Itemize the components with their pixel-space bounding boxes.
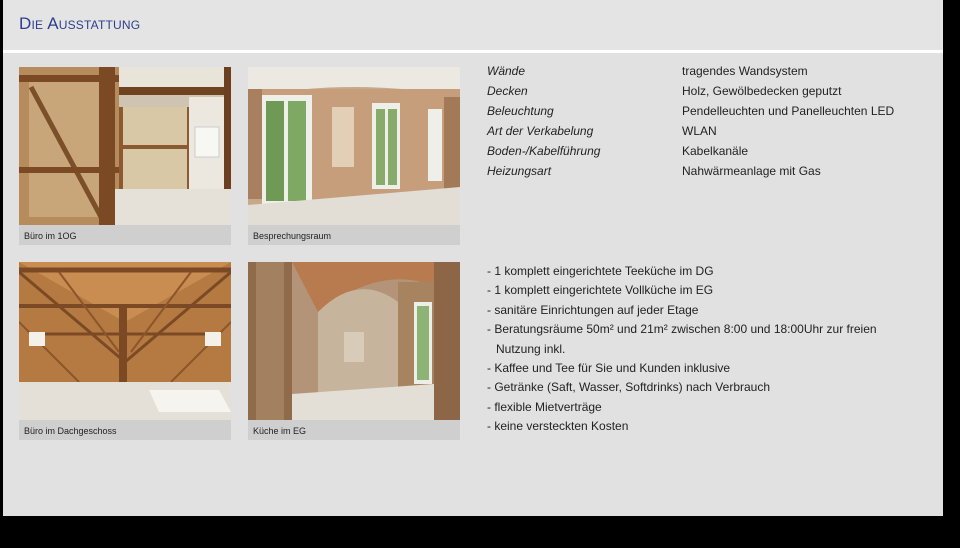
spec-value: WLAN bbox=[682, 124, 717, 138]
photo-caption: Büro im Dachgeschoss bbox=[19, 420, 231, 440]
spec-label: Wände bbox=[487, 64, 526, 78]
spec-value: Pendelleuchten und Panelleuchten LED bbox=[682, 104, 895, 118]
photo-office-1og bbox=[19, 67, 231, 245]
feature-item: - 1 komplett eingerichtete Teeküche im DG bbox=[487, 264, 714, 278]
slide bbox=[3, 0, 943, 516]
office-attic-image bbox=[19, 262, 231, 420]
feature-item: - flexible Mietverträge bbox=[487, 399, 602, 414]
spec-value: Holz, Gewölbedecken geputzt bbox=[682, 84, 842, 98]
feature-item: - Kaffee und Tee für Sie und Kunden inklusive bbox=[487, 361, 731, 376]
spec-row-ceilings bbox=[487, 84, 927, 104]
feature-list bbox=[487, 262, 917, 437]
spec-label: Decken bbox=[487, 84, 528, 98]
feature-item: - 1 komplett eingerichtete Vollküche im EG bbox=[487, 283, 714, 298]
page-title: Die Ausstattung bbox=[19, 14, 141, 33]
spec-row-walls bbox=[487, 64, 927, 84]
feature-item: - Getränke (Saft, Wasser, Softdrinks) nach Verbrauch bbox=[487, 380, 771, 395]
spec-row-lighting bbox=[487, 104, 927, 124]
photo-office-attic bbox=[19, 262, 231, 440]
office-1og-image bbox=[19, 67, 231, 225]
feature-item: - sanitäre Einrichtungen auf jeder Etage bbox=[487, 302, 699, 317]
spec-row-heating bbox=[487, 164, 927, 184]
spec-value: Kabelkanäle bbox=[682, 144, 749, 158]
spec-label: Boden-/Kabelführung bbox=[487, 144, 601, 158]
spec-label: Beleuchtung bbox=[487, 104, 554, 118]
feature-item: - Beratungsräume 50m² und 21m² zwischen 8:00 und 18:00Uhr zur freien Nutzung inkl. bbox=[487, 322, 877, 356]
kitchen-image bbox=[248, 262, 460, 420]
spec-label: Art der Verkabelung bbox=[487, 124, 594, 138]
photo-meeting-room bbox=[248, 67, 460, 245]
spec-value: Nahwärmeanlage mit Gas bbox=[682, 164, 821, 178]
feature-item: - keine versteckten Kosten bbox=[487, 419, 629, 434]
meeting-room-image bbox=[248, 67, 460, 225]
photo-kitchen bbox=[248, 262, 460, 440]
spec-row-floor-cabling bbox=[487, 144, 927, 164]
spec-row-cabling bbox=[487, 124, 927, 144]
photo-caption: Küche im EG bbox=[248, 420, 460, 440]
photo-caption: Besprechungsraum bbox=[248, 225, 460, 245]
header-bar bbox=[3, 0, 943, 53]
spec-label: Heizungsart bbox=[487, 164, 552, 178]
specs-table bbox=[487, 64, 927, 184]
spec-value: tragendes Wandsystem bbox=[682, 64, 808, 78]
photo-caption: Büro im 1OG bbox=[19, 225, 231, 245]
